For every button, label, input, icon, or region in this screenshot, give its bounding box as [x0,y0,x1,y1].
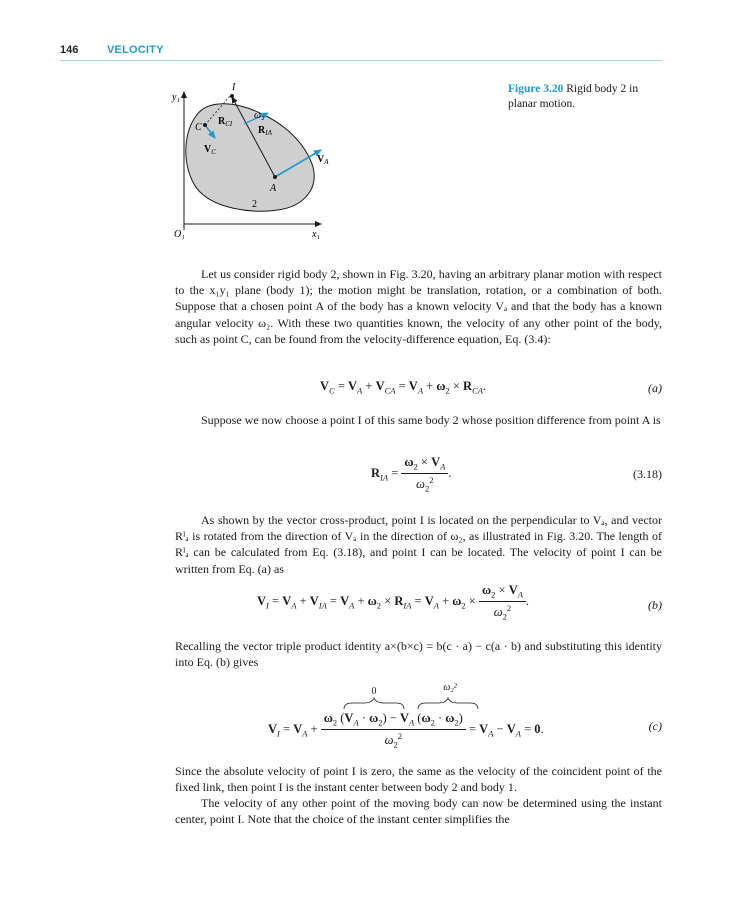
figure-3-20 [166,80,356,250]
equation-b: $V_I = V_A + V_{IA} = V_A + \omega_2 \times R_{IA} = V_A + \omega_2$ × $\frac{\omega_2 \times V_A}{\omega_2^2}$ . [257,583,530,622]
label-rci: R [218,116,226,127]
label-vc-sub: C [211,148,216,156]
equation-b-tag: (b) [648,598,662,612]
label-y1: y₁ [172,92,180,103]
label-i: I [232,82,236,93]
figure-caption [508,82,668,112]
label-o1: O₁ [174,229,185,240]
label-va-sub: A [324,158,329,166]
point-a [273,175,277,179]
label-c: C [195,122,202,133]
paragraph-6: The velocity of any other point of the moving body can now be determined using the instant center, point I. Note that the choice of the instant center simplifies the [175,796,662,827]
equation-c: $V_I = V_A$ + $\frac{\omega_2 (V_A \cdot \omega_2) - V_A (\omega_2 \cdot \omega_2)}{\omega_2^2}$ = $V_A - V_A = 0$. [268,711,544,750]
point-i [230,94,234,98]
equation-c-braces [342,697,482,711]
page-header [60,44,662,64]
brace-label-omega-squared: ω₂² [443,682,457,693]
equation-c-tag: (c) [648,719,662,733]
paragraph-3: As shown by the vector cross-product, point I is located on the perpendicular to Vₐ, and vector Rᴵₐ is rotated from the direction of Vₐ in the direction of ω₂, as illustrated in Fig. 3.20. The length of Rᴵₐ can be calculated from Eq. (3.18), and point I can be located. The velocity of point I can be written from Eq. (a) as [175,513,662,576]
label-ria: R [258,125,266,136]
equation-a-tag: (a) [648,381,662,395]
label-vc: V [204,144,212,155]
header-rule [60,60,662,61]
label-rci-sub: CI [225,120,233,128]
equation-a: $V_C = V_A + V_{CA} = V_A + \omega_2 \times R_{CA}$. [320,379,487,396]
equation-3-18-tag: (3.18) [633,467,662,481]
label-body: 2 [252,199,257,210]
equation-3-18: $R_{IA}$ = $\frac{\omega_2 \times V_A}{\omega_2^2}$ . [371,455,452,494]
figure-caption-label: Figure 3.20 [508,83,564,95]
rigid-body-2 [186,104,314,211]
paragraph-4: Recalling the vector triple product identity a×(b×c) = b(c · a) − c(a · b) and substituting this identity into Eq. (b) gives [175,639,662,670]
chapter-title: VELOCITY [107,44,164,56]
label-ria-sub: IA [265,129,272,137]
paragraph-2: Suppose we now choose a point I of this same body 2 whose position difference from point A is [201,413,661,427]
brace-label-zero: 0 [371,686,377,697]
svg-text:VA [317,154,329,166]
label-va: V [317,154,325,165]
label-omega2: ω₂ [254,110,265,121]
label-a: A [270,183,277,194]
point-c [203,123,207,127]
label-x1: x₁ [312,229,320,240]
paragraph-1: Let us consider rigid body 2, shown in Fig. 3.20, having an arbitrary planar motion with respect to the x₁y₁ plane (body 1); the motion might be translation, rotation, or a combination of both. Suppose that a chosen point A of the body has a known velocity Vₐ and that the body has a known angular velocity ω₂. With these two quantities known, the velocity of any other point of the body, such as point C, can be found from the velocity-difference equation, Eq. (3.4): [175,267,662,346]
page-number: 146 [60,44,79,56]
figure-caption-text: Rigid body 2 in planar motion. [508,83,639,110]
paragraph-5: Since the absolute velocity of point I is zero, the same as the velocity of the coincident point of the fixed link, then point I is the instant center between body 2 and body 1. [175,764,662,795]
